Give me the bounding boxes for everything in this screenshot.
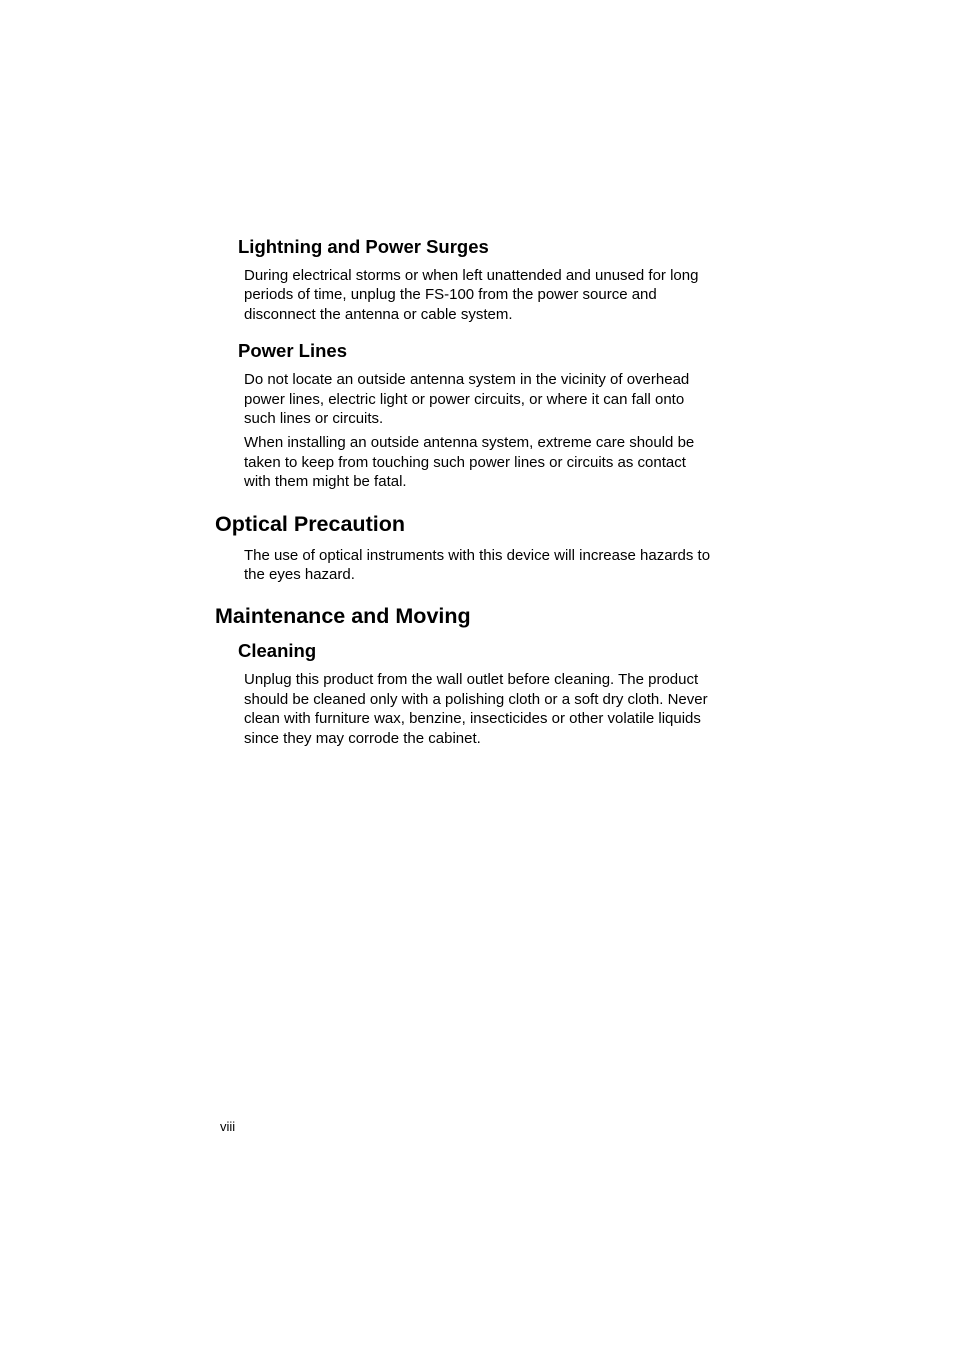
optical-precaution-heading: Optical Precaution: [215, 511, 405, 536]
maintenance-heading: Maintenance and Moving: [215, 604, 471, 629]
lightning-paragraph: During electrical storms or when left unattended and unused for long periods of time, unplug the FS-100 from the power source and disconnect the antenna or cable system.: [244, 267, 699, 323]
optical-precaution-paragraph: The use of optical instruments with this device will increase hazards to the eyes hazard.: [244, 546, 711, 584]
power-lines-paragraph-2: When installing an outside antenna system, extreme care should be taken to keep from touching such power lines or circuits as contact with them might be fatal.: [244, 434, 695, 491]
page-content: [215, 234, 715, 753]
power-lines-heading: Power Lines: [238, 340, 347, 362]
page-number: viii: [220, 1119, 236, 1134]
lightning-heading: Lightning and Power Surges: [238, 236, 489, 257]
cleaning-paragraph: Unplug this product from the wall outlet before cleaning. The product should be cleaned only with a polishing cloth or a soft dry cloth. Never clean with furniture wax, benzine, insecticides or other volatile liquids since they may corrode the cabinet.: [244, 671, 708, 747]
cleaning-heading: Cleaning: [238, 640, 317, 662]
power-lines-paragraph-1: Do not locate an outside antenna system in the vicinity of overhead power lines, electric light or power circuits, or where it can fall onto such lines or circuits.: [244, 371, 690, 428]
